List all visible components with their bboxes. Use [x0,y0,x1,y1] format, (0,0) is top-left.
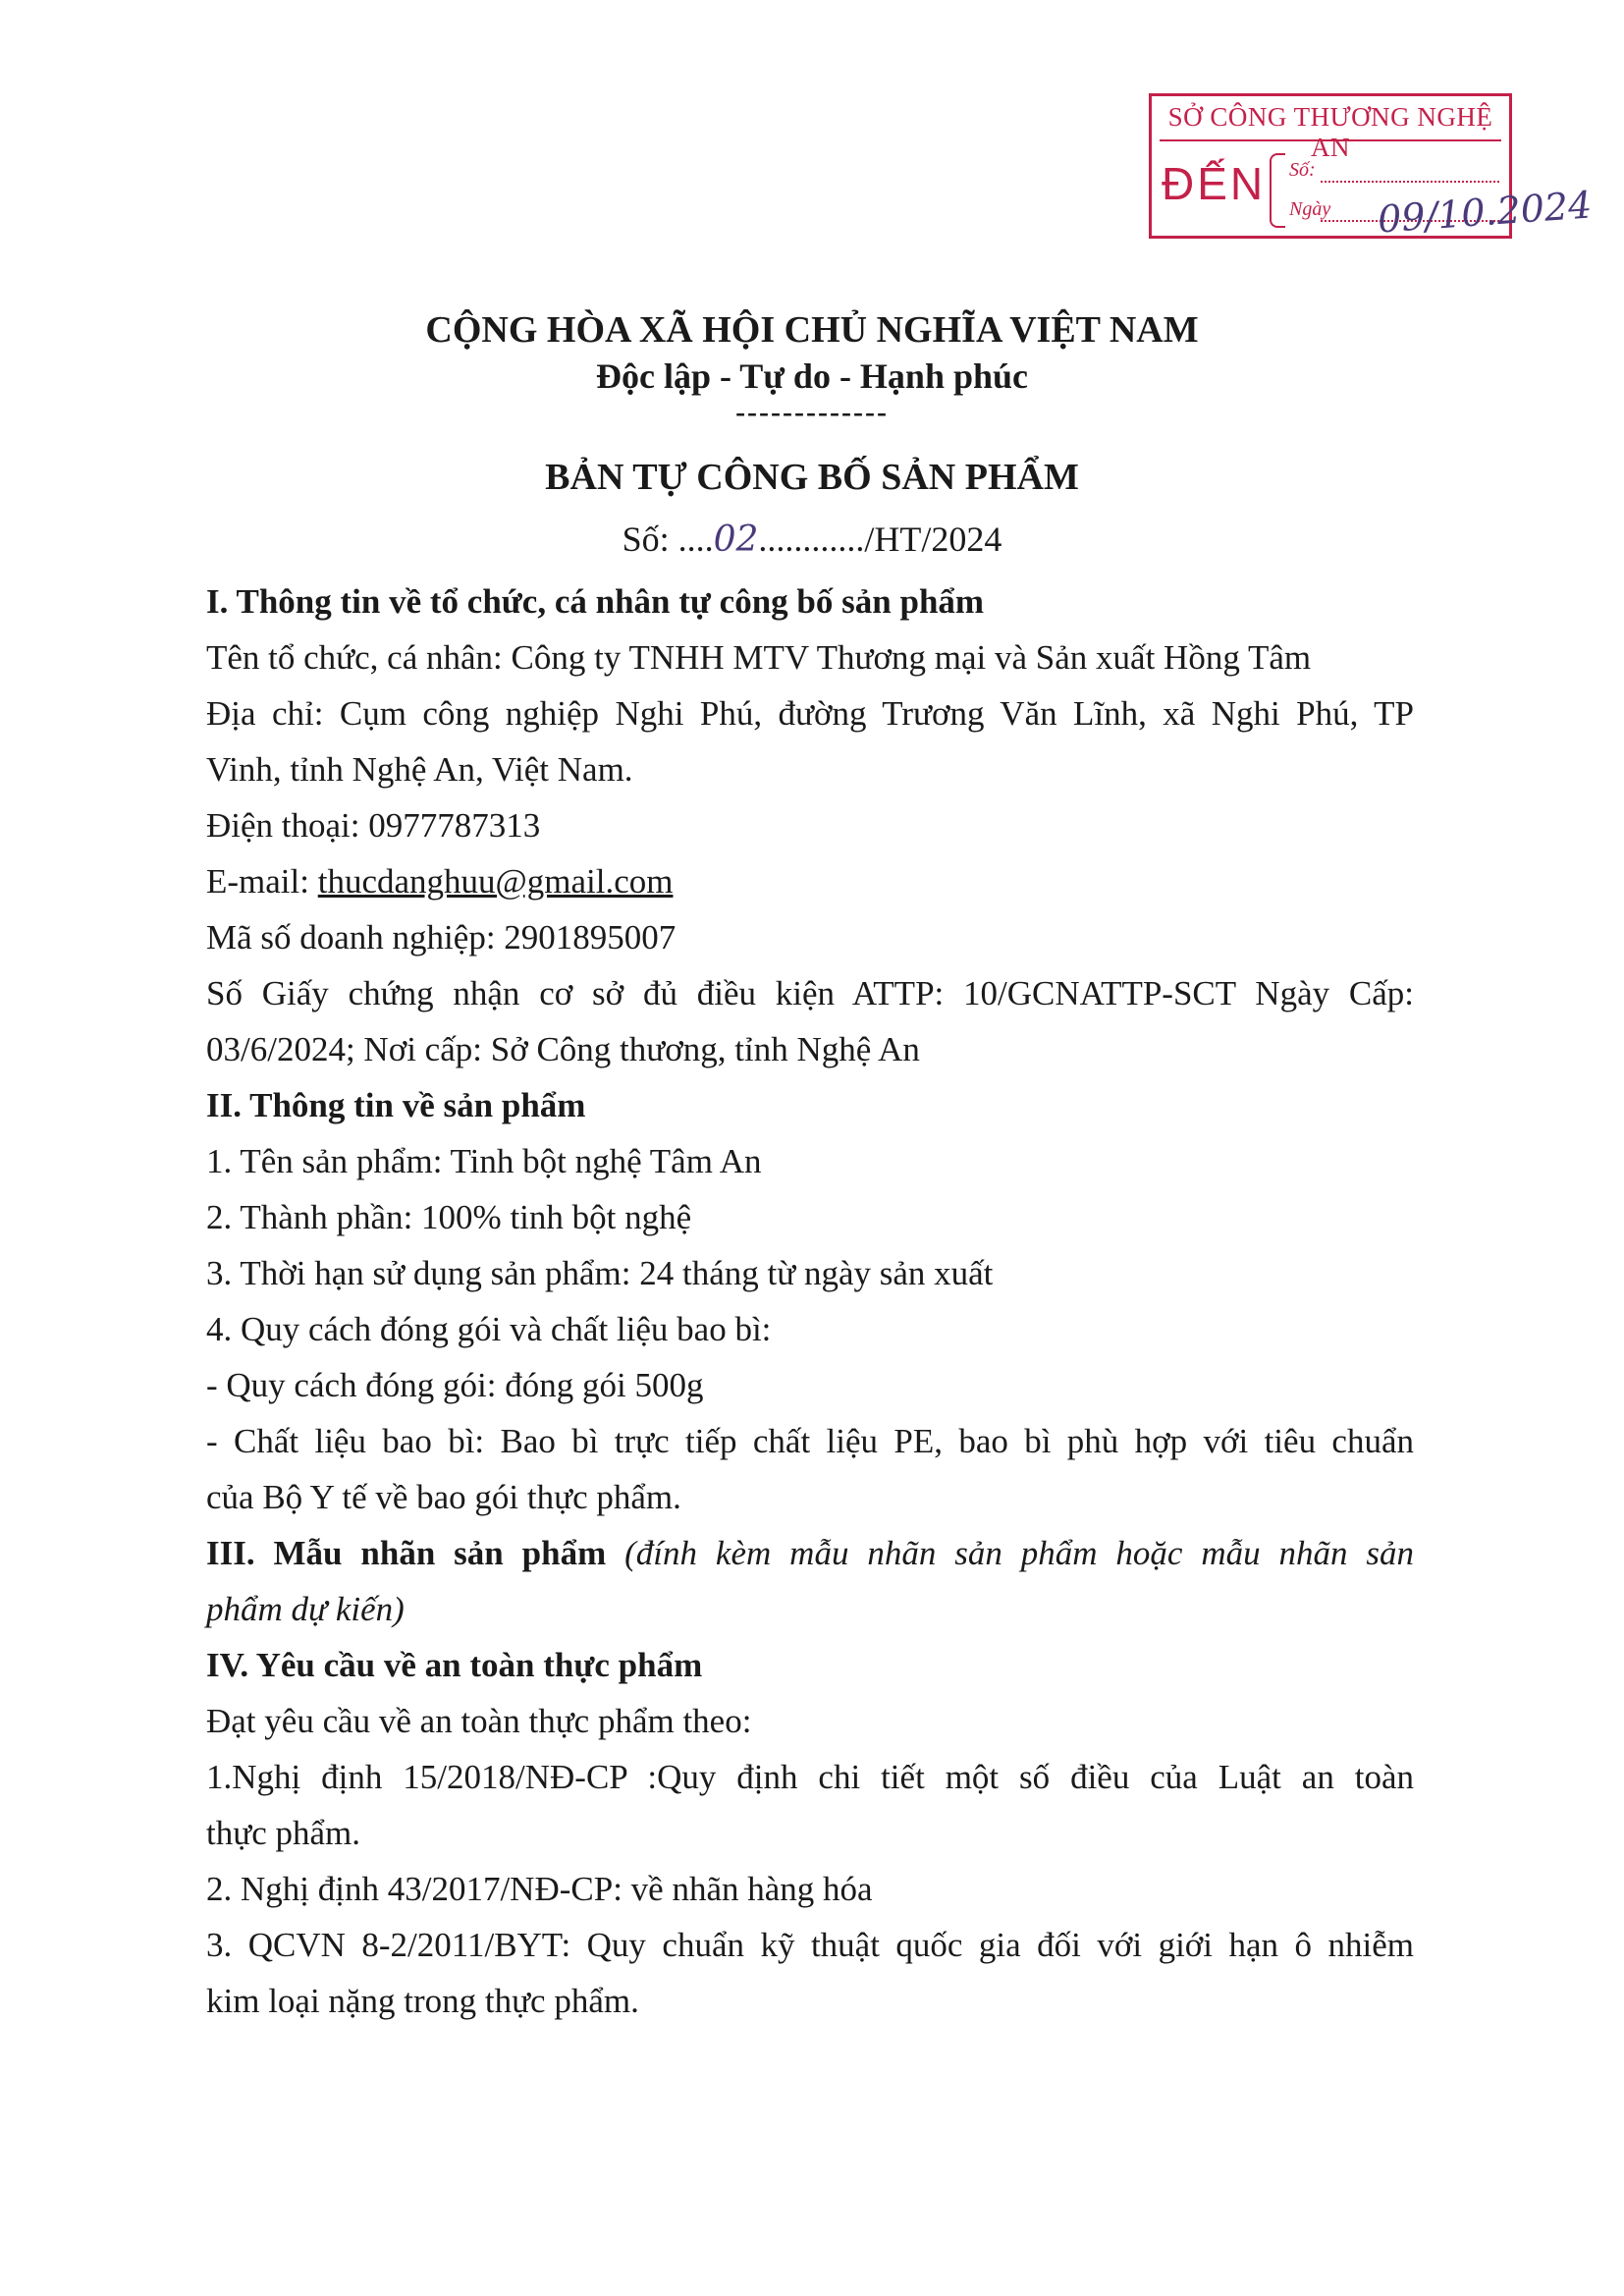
stamp-number-dots [1321,181,1499,183]
org-name: Tên tổ chức, cá nhân: Công ty TNHH MTV Thương mại và Sản xuất Hồng Tâm [206,638,1312,677]
packaging-heading: 4. Quy cách đóng gói và chất liệu bao bì: [206,1310,772,1348]
stamp-bracket [1270,153,1285,228]
stamp-handwritten-date: 09/10.2024 [1376,183,1594,242]
address-line-1: Địa chỉ: Cụm công nghiệp Nghi Phú, đường Trương Văn Lĩnh, xã Nghi Phú, TP [206,694,1414,733]
header-rule: ------------- [735,396,889,428]
certificate-line-2: 03/6/2024; Nơi cấp: Sở Công thương, tỉnh Nghệ An [206,1030,920,1068]
stamp-date-label: Ngày [1289,198,1331,220]
stamp-number-label: Số: [1289,159,1316,181]
packing-spec: - Quy cách đóng gói: đóng gói 500g [206,1366,704,1404]
document-body [206,574,1414,2029]
requirement-3-line-1: 3. QCVN 8-2/2011/BYT: Quy chuẩn kỹ thuật quốc gia đối với giới hạn ô nhiễm [206,1926,1414,1964]
requirement-3-line-2: kim loại nặng trong thực phẩm. [206,1982,639,2020]
requirements-intro: Đạt yêu cầu về an toàn thực phẩm theo: [206,1702,752,1740]
address-line-2: Vinh, tỉnh Nghệ An, Việt Nam. [206,750,633,789]
certificate-line-1: Số Giấy chứng nhận cơ sở đủ điều kiện ATTP: 10/GCNATTP-SCT Ngày Cấp: [206,974,1414,1012]
business-code: Mã số doanh nghiệp: 2901895007 [206,918,677,957]
country-name: CỘNG HÒA XÃ HỘI CHỦ NGHĨA VIỆT NAM [425,309,1199,351]
document-number-prefix: Số: .... [622,519,714,559]
email-row [206,853,1414,909]
material-line-1: - Chất liệu bao bì: Bao bì trực tiếp chất liệu PE, bao bì phù hợp với tiêu chuẩn [206,1422,1414,1460]
receipt-stamp [1149,93,1594,242]
material-line-2: của Bộ Y tế về bao gói thực phẩm. [206,1478,681,1516]
product-shelf-life: 3. Thời hạn sử dụng sản phẩm: 24 tháng từ ngày sản xuất [206,1254,994,1292]
stamp-organization: SỞ CÔNG THƯƠNG NGHỆ AN [1167,102,1493,162]
national-motto: Độc lập - Tự do - Hạnh phúc [595,356,1029,396]
requirement-2: 2. Nghị định 43/2017/NĐ-CP: về nhãn hàng hóa [206,1870,873,1908]
section-3-note: (đính kèm mẫu nhãn sản phẩm hoặc mẫu nhãn sản [624,1534,1415,1572]
document-number-handwritten: 02 [713,519,759,560]
section-3-note-line-2: phẩm dự kiến) [206,1590,405,1628]
product-ingredients: 2. Thành phần: 100% tinh bột nghệ [206,1198,692,1236]
requirement-1-line-1: 1.Nghị định 15/2018/NĐ-CP :Quy định chi tiết một số điều của Luật an toàn [206,1758,1414,1796]
section-4-heading: IV. Yêu cầu về an toàn thực phẩm [206,1646,703,1684]
email-link[interactable]: thucdanghuu@gmail.com [317,862,674,901]
section-1-heading: I. Thông tin về tổ chức, cá nhân tự công bố sản phẩm [206,582,985,621]
section-2-heading: II. Thông tin về sản phẩm [206,1086,586,1124]
phone: Điện thoại: 0977787313 [206,806,541,845]
document-number-suffix: ............/HT/2024 [758,519,1002,559]
email-label: E-mail: [206,862,318,901]
requirement-1-line-2: thực phẩm. [206,1814,360,1852]
stamp-divider [1160,139,1501,141]
document-number [0,519,1624,560]
document-title: BẢN TỰ CÔNG BỐ SẢN PHẨM [545,457,1079,498]
stamp-word: ĐẾN [1162,158,1267,209]
section-3-heading: III. Mẫu nhãn sản phẩm [206,1534,607,1572]
section-3-row [206,1525,1414,1581]
product-name: 1. Tên sản phẩm: Tinh bột nghệ Tâm An [206,1142,762,1180]
